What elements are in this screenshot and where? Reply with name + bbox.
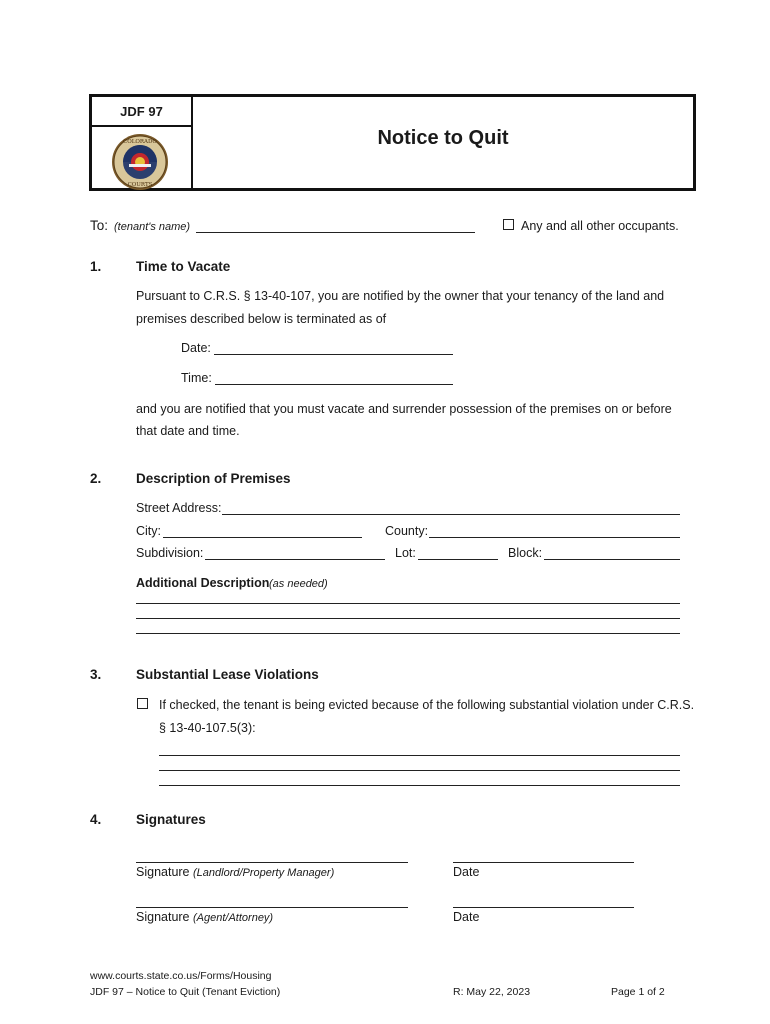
- lease-violation-checkbox[interactable]: [137, 698, 148, 709]
- additional-description-hint: (as needed): [269, 578, 328, 590]
- block-field[interactable]: [544, 559, 680, 560]
- to-label: To:: [90, 218, 109, 233]
- section1-para1-line2: premises described below is terminated as of: [136, 312, 387, 326]
- block-label: Block:: [508, 546, 543, 560]
- tenant-name-field[interactable]: [196, 232, 475, 233]
- vacate-date-field[interactable]: [214, 354, 453, 355]
- subdivision-field[interactable]: [205, 559, 385, 560]
- lot-field[interactable]: [418, 559, 498, 560]
- violation-description-line[interactable]: [159, 770, 680, 771]
- agent-signature-field[interactable]: [136, 907, 408, 908]
- agent-date-field[interactable]: [453, 907, 634, 908]
- section3-number: 3.: [90, 667, 102, 682]
- footer-form-line: JDF 97 – Notice to Quit (Tenant Eviction): [90, 986, 281, 998]
- additional-description-label: Additional Description: [136, 576, 270, 590]
- colorado-courts-seal-icon: [111, 133, 169, 191]
- section4-title: Signatures: [136, 812, 206, 827]
- other-occupants-label: Any and all other occupants.: [521, 219, 679, 233]
- city-field[interactable]: [163, 537, 362, 538]
- section1-number: 1.: [90, 259, 102, 274]
- tenant-name-hint: (tenant's name): [114, 221, 191, 233]
- svg-text:COURTS: COURTS: [127, 182, 153, 188]
- section2-title: Description of Premises: [136, 471, 291, 486]
- street-address-field[interactable]: [222, 514, 680, 515]
- landlord-signature-hint: (Landlord/Property Manager): [193, 867, 335, 879]
- header-left-panel: [92, 97, 193, 188]
- additional-description-line[interactable]: [136, 618, 680, 619]
- page-title: Notice to Quit: [377, 127, 509, 149]
- other-occupants-checkbox[interactable]: [503, 219, 514, 230]
- section3-text-line2: § 13-40-107.5(3):: [159, 721, 256, 735]
- section3-title: Substantial Lease Violations: [136, 667, 319, 682]
- form-id: JDF 97: [92, 97, 191, 127]
- agent-signature-label: Signature: [136, 910, 190, 924]
- agent-date-label: Date: [453, 910, 480, 924]
- city-label: City:: [136, 524, 161, 538]
- landlord-date-label: Date: [453, 865, 480, 879]
- section1-para2-line2: that date and time.: [136, 424, 240, 438]
- vacate-time-field[interactable]: [215, 384, 453, 385]
- section1-para2-line1: and you are notified that you must vacate and surrender possession of the premises on or before: [136, 402, 672, 416]
- lot-label: Lot:: [395, 546, 416, 560]
- footer-page-number: Page 1 of 2: [611, 986, 665, 998]
- vacate-time-label: Time:: [181, 371, 212, 385]
- additional-description-line[interactable]: [136, 603, 680, 604]
- landlord-date-field[interactable]: [453, 862, 634, 863]
- street-address-label: Street Address:: [136, 501, 222, 515]
- footer-url: www.courts.state.co.us/Forms/Housing: [90, 970, 272, 982]
- agent-signature-hint: (Agent/Attorney): [193, 912, 274, 924]
- footer-revision: R: May 22, 2023: [453, 986, 531, 998]
- svg-text:COLORADO: COLORADO: [123, 139, 157, 145]
- section2-number: 2.: [90, 471, 102, 486]
- county-field[interactable]: [429, 537, 680, 538]
- section1-para1-line1: Pursuant to C.R.S. § 13-40-107, you are notified by the owner that your tenancy of the land and: [136, 289, 665, 303]
- county-label: County:: [385, 524, 429, 538]
- additional-description-line[interactable]: [136, 633, 680, 634]
- landlord-signature-label: Signature: [136, 865, 190, 879]
- subdivision-label: Subdivision:: [136, 546, 204, 560]
- section4-number: 4.: [90, 812, 102, 827]
- section1-title: Time to Vacate: [136, 259, 231, 274]
- violation-description-line[interactable]: [159, 755, 680, 756]
- vacate-date-label: Date:: [181, 341, 211, 355]
- landlord-signature-field[interactable]: [136, 862, 408, 863]
- violation-description-line[interactable]: [159, 785, 680, 786]
- form-header: [89, 94, 696, 191]
- section3-text-line1: If checked, the tenant is being evicted because of the following substantial violation under C.R.S.: [159, 698, 695, 712]
